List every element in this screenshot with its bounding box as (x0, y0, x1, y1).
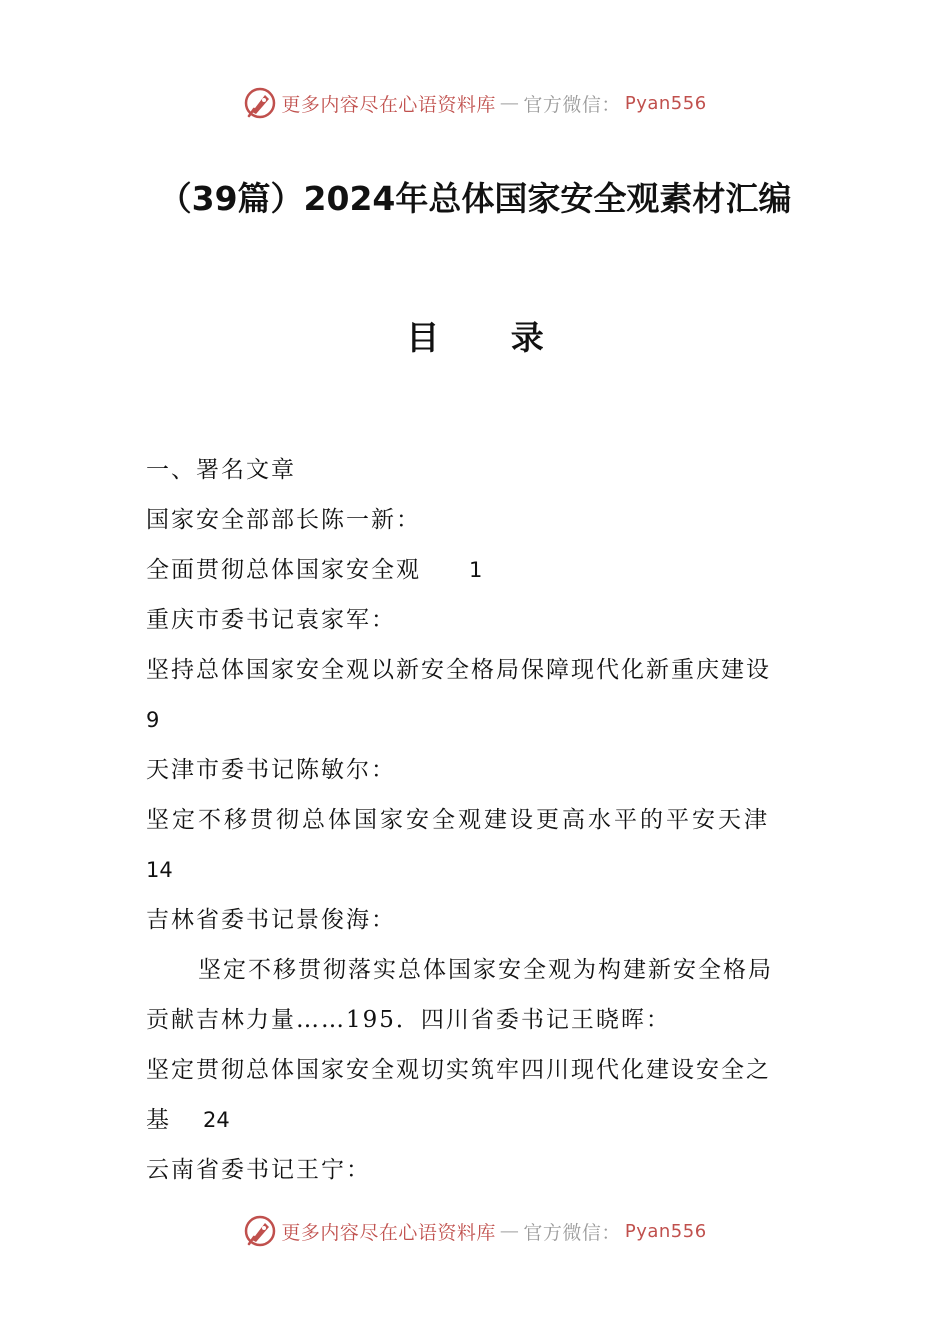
toc-entry-author: 吉林省委书记景俊海： (146, 907, 396, 933)
watermark-content (243, 86, 706, 120)
watermark-wechat-id: Pyan556 (624, 1220, 707, 1242)
toc-entry (146, 545, 816, 595)
toc-entry-title: 全面贯彻总体国家安全观 (146, 557, 421, 583)
watermark-banner-bottom (0, 1211, 950, 1251)
watermark-wechat-label: 官方微信： (523, 1221, 621, 1244)
table-of-contents (146, 445, 816, 1195)
watermark-wechat-id: Pyan556 (624, 92, 707, 114)
toc-entry-title-continued: 贡献吉林力量……195．四川省委书记王晓晖： (146, 1007, 671, 1033)
toc-entry-author: 重庆市委书记袁家军： (146, 607, 396, 633)
toc-entry-title: 坚持总体国家安全观以新安全格局保障现代化新重庆建设 (146, 657, 771, 683)
toc-entry-author: 国家安全部部长陈一新： (146, 507, 421, 533)
toc-entry-author: 云南省委书记王宁： (146, 1157, 371, 1183)
toc-entry-title-continued: 基 (146, 1107, 169, 1133)
pen-nib-logo-icon (243, 1214, 277, 1248)
toc-entry-page: 14 (146, 858, 173, 882)
toc-entry-page: 1 (469, 558, 483, 582)
watermark-separator: — (499, 1220, 520, 1242)
watermark-banner-top (0, 83, 950, 123)
toc-entry-title: 坚定贯彻总体国家安全观切实筑牢四川现代化建设安全之 (146, 1057, 771, 1083)
toc-entry-author: 天津市委书记陈敏尔： (146, 757, 396, 783)
pen-nib-logo-icon (243, 86, 277, 120)
toc-section-heading: 一、署名文章 (146, 457, 296, 483)
toc-entry-page: 9 (146, 708, 160, 732)
toc-entry (146, 1095, 816, 1145)
watermark-wechat-label: 官方微信： (523, 93, 621, 116)
watermark-text: 更多内容尽在心语资料库 (281, 93, 496, 116)
document-title: （39篇）2024年总体国家安全观素材汇编 (158, 179, 792, 218)
toc-heading: 目 录 (406, 318, 574, 357)
toc-entry-title: 坚定不移贯彻落实总体国家安全观为构建新安全格局 (198, 957, 773, 983)
toc-entry-title: 坚定不移贯彻总体国家安全观建设更高水平的平安天津 (146, 807, 770, 833)
watermark-separator: — (499, 92, 520, 114)
watermark-content (243, 1214, 706, 1248)
toc-entry-page: 24 (203, 1108, 230, 1132)
watermark-text: 更多内容尽在心语资料库 (281, 1221, 496, 1244)
